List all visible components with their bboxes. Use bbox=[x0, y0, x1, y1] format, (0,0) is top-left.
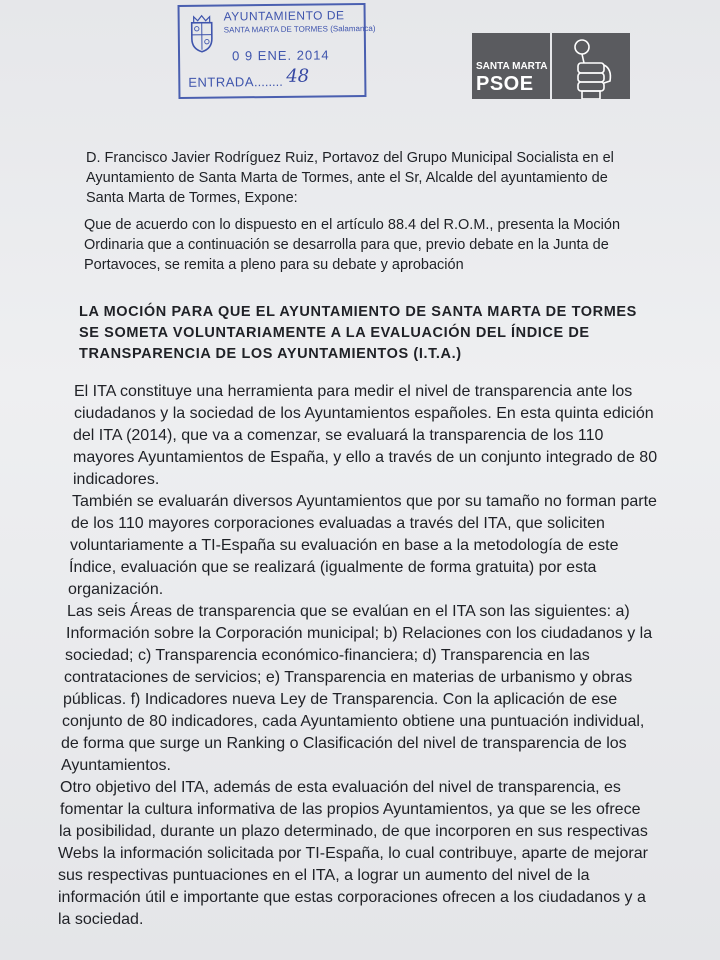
body-line: de forma que surge un Ranking o Clasificación del nivel de transparencia de los bbox=[61, 735, 627, 752]
stamp-entry bbox=[188, 74, 283, 90]
logo-text-block bbox=[472, 33, 550, 99]
intro-line: Ayuntamiento de Santa Marta de Tormes, ante el Sr, Alcalde del ayuntamiento de bbox=[86, 170, 608, 186]
body-line: Las seis Áreas de transparencia que se evalúan en el ITA son las siguientes: a) bbox=[67, 603, 630, 620]
body-line: Información sobre la Corporación municipal; b) Relaciones con los ciudadanos y la bbox=[66, 625, 653, 642]
stamp-date: 0 9 ENE. 2014 bbox=[231, 47, 330, 64]
intro-line: D. Francisco Javier Rodríguez Ruiz, Portavoz del Grupo Municipal Socialista en el bbox=[86, 150, 614, 166]
body-line: públicas. f) Indicadores nueva Ley de Transparencia. Con la aplicación de ese bbox=[63, 691, 618, 708]
stamp-line-2: SANTA MARTA DE TORMES (Salamanca) bbox=[223, 23, 376, 35]
party-logo bbox=[472, 33, 630, 99]
body-line: sus respectivas puntuaciones en el ITA, a lograr un aumento del nivel de la bbox=[58, 867, 590, 884]
body-line: conjunto de 80 indicadores, cada Ayuntamiento obtiene una puntuación individual, bbox=[62, 713, 645, 730]
stamp-entry-dots: ........ bbox=[253, 73, 283, 90]
body-line: la sociedad. bbox=[58, 911, 144, 928]
body-line: Otro objetivo del ITA, además de esta evaluación del nivel de transparencia, es bbox=[60, 779, 621, 796]
logo-line-1: SANTA MARTA bbox=[476, 61, 548, 72]
expone-line: Portavoces, se remita a pleno para su debate y aprobación bbox=[84, 257, 464, 273]
registry-stamp bbox=[178, 3, 376, 99]
body-line: voluntariamente a TI-España su evaluación en base a la metodología de este bbox=[70, 537, 619, 554]
stamp-entry-number: 48 bbox=[286, 65, 310, 87]
body-line: Índice, evaluación que se realizará (igualmente de forma gratuita) por esta bbox=[69, 559, 597, 576]
logo-line-2: PSOE bbox=[476, 73, 534, 95]
body-line: información útil e importante que estas corporaciones ofrecen a los ciudadanos y a bbox=[58, 889, 646, 906]
title-line: LA MOCIÓN PARA QUE EL AYUNTAMIENTO DE SANTA MARTA DE TORMES bbox=[79, 304, 637, 320]
body-line: indicadores. bbox=[73, 471, 160, 488]
coat-of-arms-icon bbox=[188, 13, 216, 53]
body-line: Ayuntamientos. bbox=[61, 757, 171, 774]
title-line: TRANSPARENCIA DE LOS AYUNTAMIENTOS (I.T.A.) bbox=[79, 346, 462, 362]
body-line: Webs la información solicitada por TI-España, lo cual contribuye, aparte de mejorar bbox=[58, 845, 648, 862]
body-line: contrataciones de servicios; e) Transparencia en materias de urbanismo y obras bbox=[64, 669, 633, 686]
title-line: SE SOMETA VOLUNTARIAMENTE A LA EVALUACIÓN DEL ÍNDICE DE bbox=[79, 325, 590, 341]
stamp-line-1: AYUNTAMIENTO DE bbox=[223, 8, 345, 24]
logo-emblem bbox=[552, 33, 630, 99]
expone-line: Ordinaria que a continuación se desarrolla para que, previo debate en la Junta de bbox=[84, 237, 609, 253]
body-line: mayores Ayuntamientos de España, y ello a través de un conjunto integrado de 80 bbox=[73, 449, 658, 466]
expone-line: Que de acuerdo con lo dispuesto en el artículo 88.4 del R.O.M., presenta la Moción bbox=[84, 217, 621, 233]
body-line: de los 110 mayores corporaciones evaluadas a través del ITA, que soliciten bbox=[71, 515, 605, 532]
body-line: fomentar la cultura informativa de las propios Ayuntamientos, ya que se les ofrece bbox=[60, 801, 641, 818]
body-line: la posibilidad, durante un plazo determinado, de que incorporen en sus respectivas bbox=[59, 823, 648, 840]
stamp-entry-label: ENTRADA bbox=[188, 74, 255, 90]
body-line: También se evaluarán diversos Ayuntamientos que por su tamaño no forman parte bbox=[72, 493, 657, 510]
body-line: sociedad; c) Transparencia económico-financiera; d) Transparencia en las bbox=[65, 647, 590, 664]
intro-line: Santa Marta de Tormes, Expone: bbox=[86, 190, 298, 206]
body-line: organización. bbox=[68, 581, 164, 598]
body-line: del ITA (2014), que va a comenzar, se evaluará la transparencia de los 110 bbox=[73, 427, 604, 444]
body-line: ciudadanos y la sociedad de los Ayuntamientos españoles. En esta quinta edición bbox=[74, 405, 654, 422]
fist-and-rose-icon bbox=[552, 33, 630, 99]
body-line: El ITA constituye una herramienta para medir el nivel de transparencia ante los bbox=[74, 383, 633, 400]
